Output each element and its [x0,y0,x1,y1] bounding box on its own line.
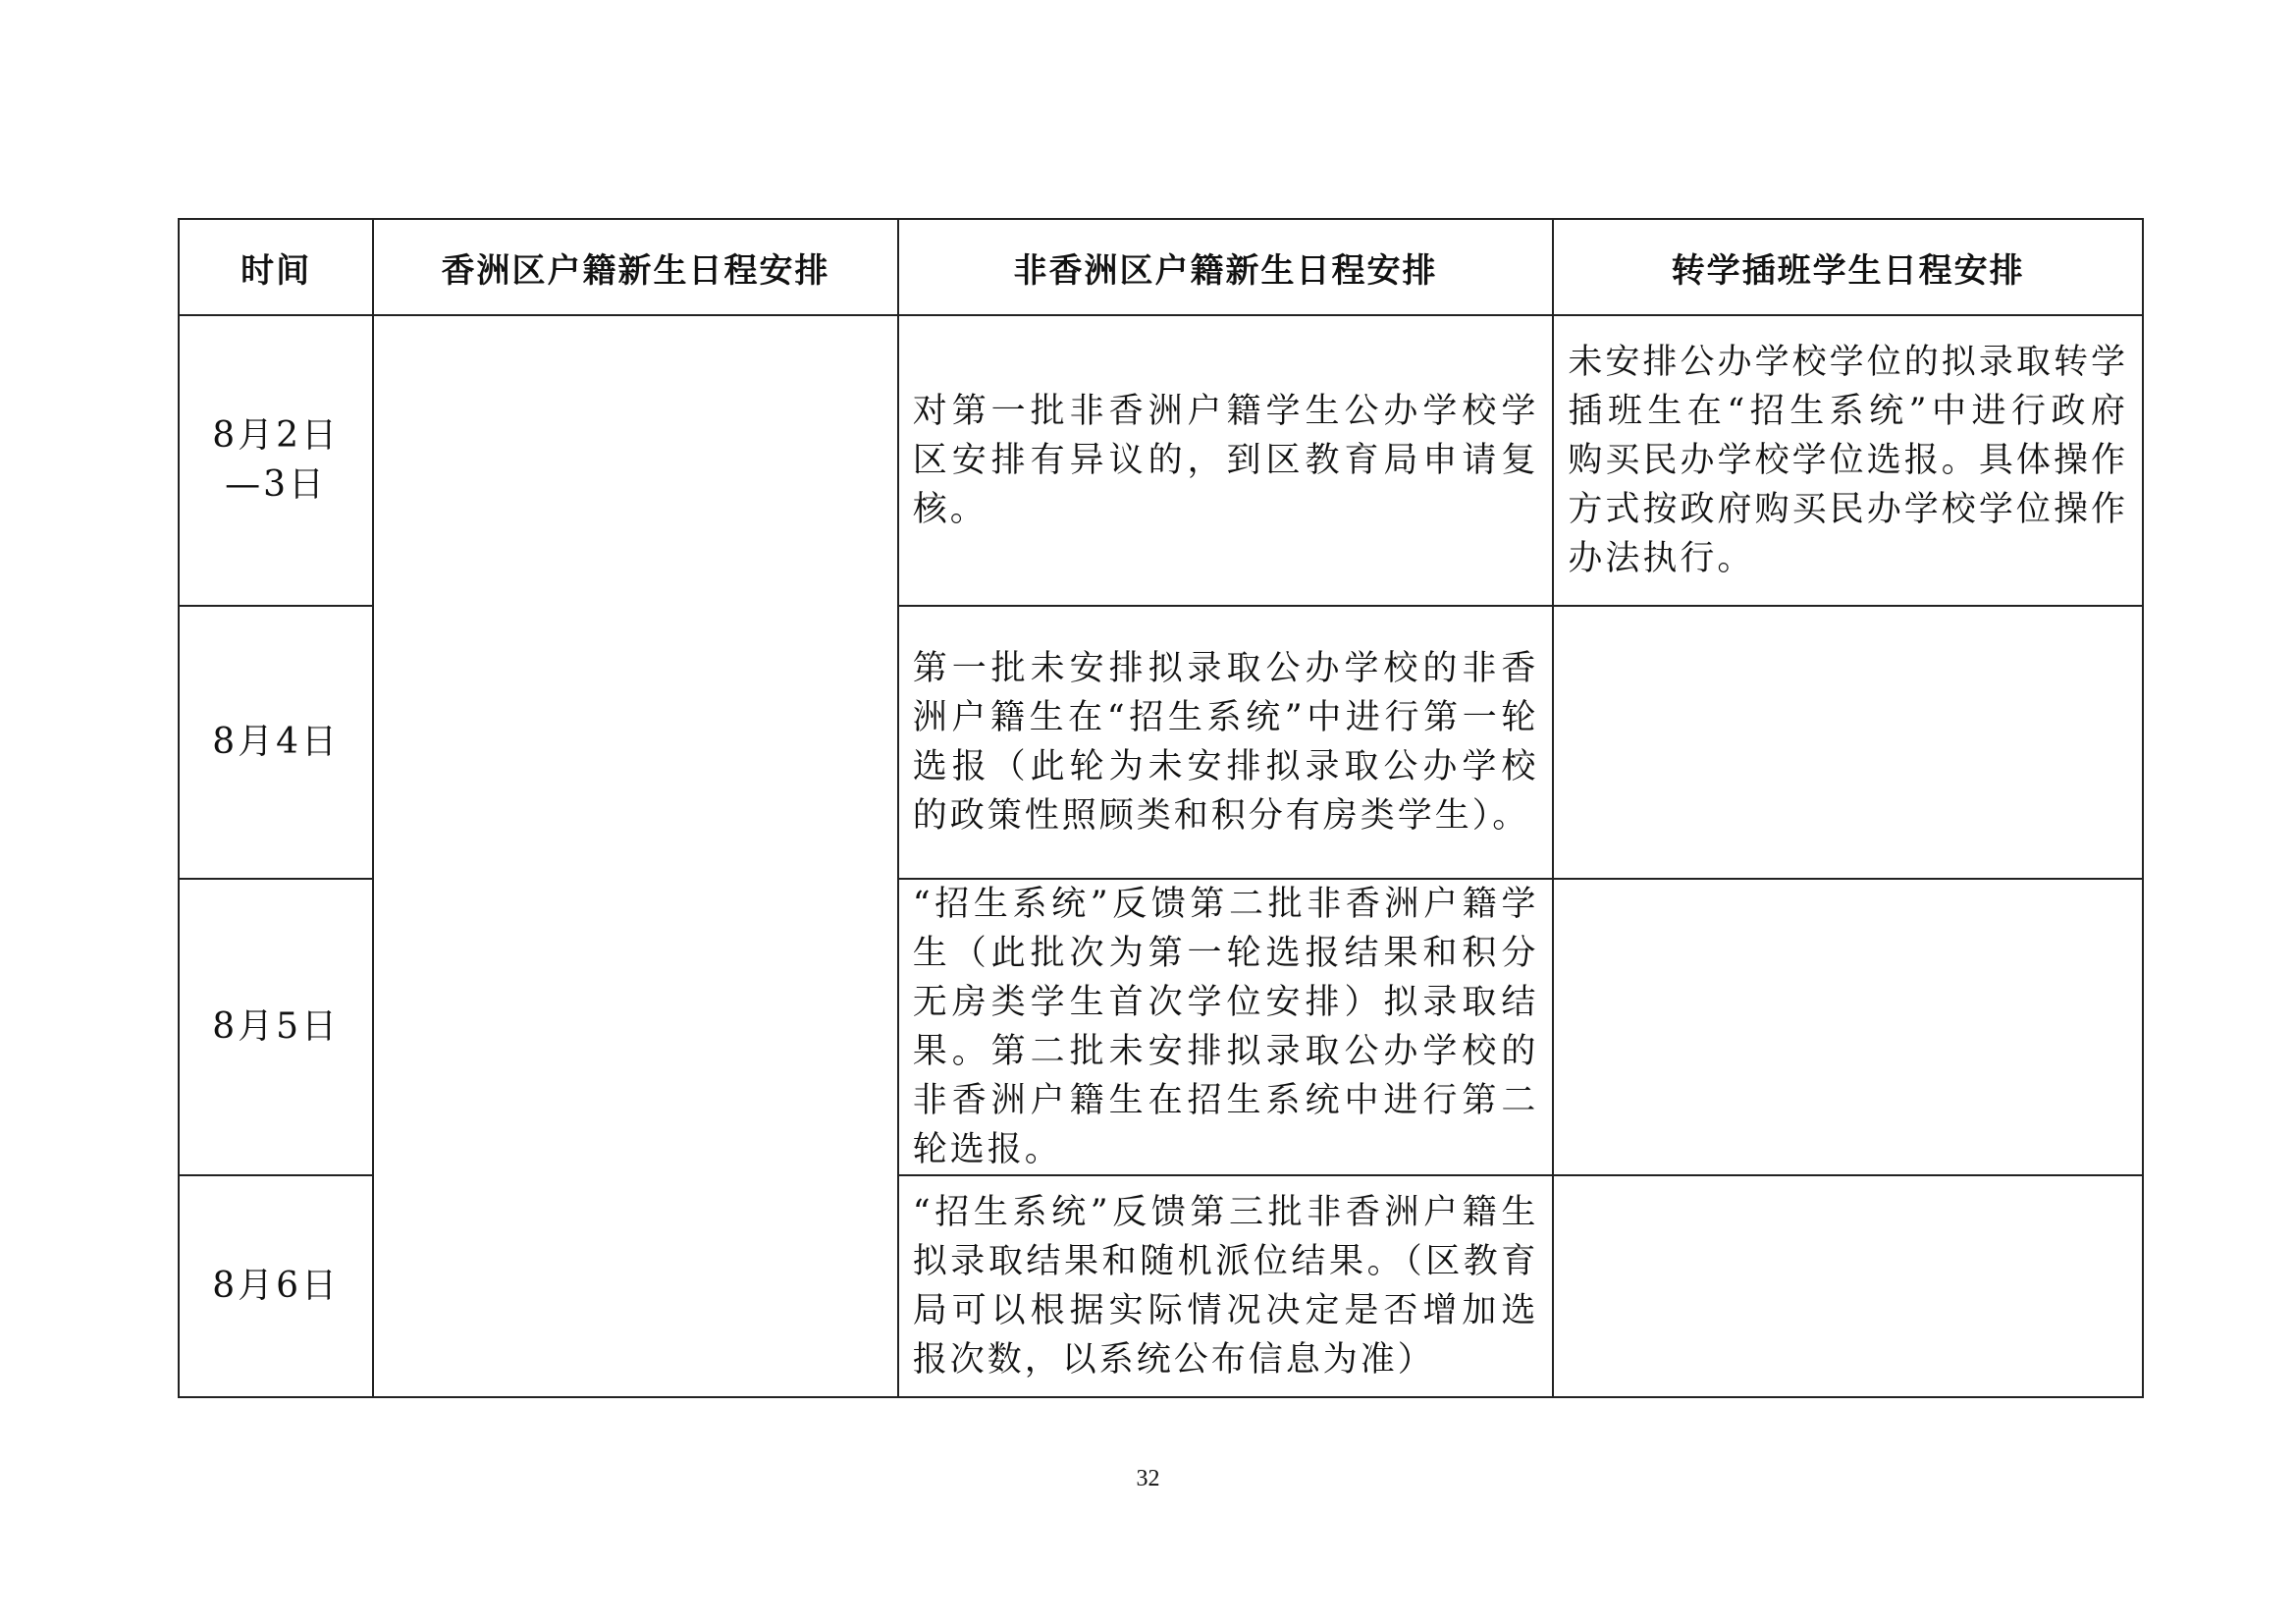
table-row [179,315,2143,606]
nonlocal-schedule-cell: 对第一批非香洲户籍学生公办学校学区安排有异议的，到区教育局申请复核。 [898,315,1554,606]
time-cell [179,1175,373,1397]
nonlocal-schedule-cell: 第一批未安排拟录取公办学校的非香洲户籍生在“招生系统”中进行第一轮选报（此轮为未安排拟录取公办学校的政策性照顾类和积分有房类学生）。 [898,606,1554,879]
time-cell [179,315,373,606]
schedule-table [178,218,2144,1398]
header-nonlocal-schedule: 非香洲区户籍新生日程安排 [898,219,1554,315]
time-line: 8月2日 [212,415,340,456]
time-line: 8月4日 [212,722,340,762]
time-cell [179,879,373,1175]
nonlocal-schedule-cell: “招生系统”反馈第三批非香洲户籍生拟录取结果和随机派位结果。（区教育局可以根据实际情况决定是否增加选报次数，以系统公布信息为准） [898,1175,1554,1397]
transfer-schedule-cell [1553,606,2143,879]
time-line: 8月6日 [212,1266,340,1306]
nonlocal-schedule-cell: “招生系统”反馈第二批非香洲户籍学生（此批次为第一轮选报结果和积分无房类学生首次学位安排）拟录取结果。第二批未安排拟录取公办学校的非香洲户籍生在招生系统中进行第二轮选报。 [898,879,1554,1175]
transfer-schedule-cell: 未安排公办学校学位的拟录取转学插班生在“招生系统”中进行政府购买民办学校学位选报。具体操作方式按政府购买民办学校学位操作办法执行。 [1553,315,2143,606]
local-schedule-cell [373,315,898,1397]
header-local-schedule: 香洲区户籍新生日程安排 [373,219,898,315]
header-time: 时间 [179,219,373,315]
time-line: 8月5日 [212,1006,340,1047]
header-transfer-schedule: 转学插班学生日程安排 [1553,219,2143,315]
table-header-row [179,219,2143,315]
transfer-schedule-cell [1553,1175,2143,1397]
transfer-schedule-cell [1553,879,2143,1175]
time-cell [179,606,373,879]
page-number: 32 [1136,1466,1160,1491]
time-line: —3日 [225,464,328,505]
